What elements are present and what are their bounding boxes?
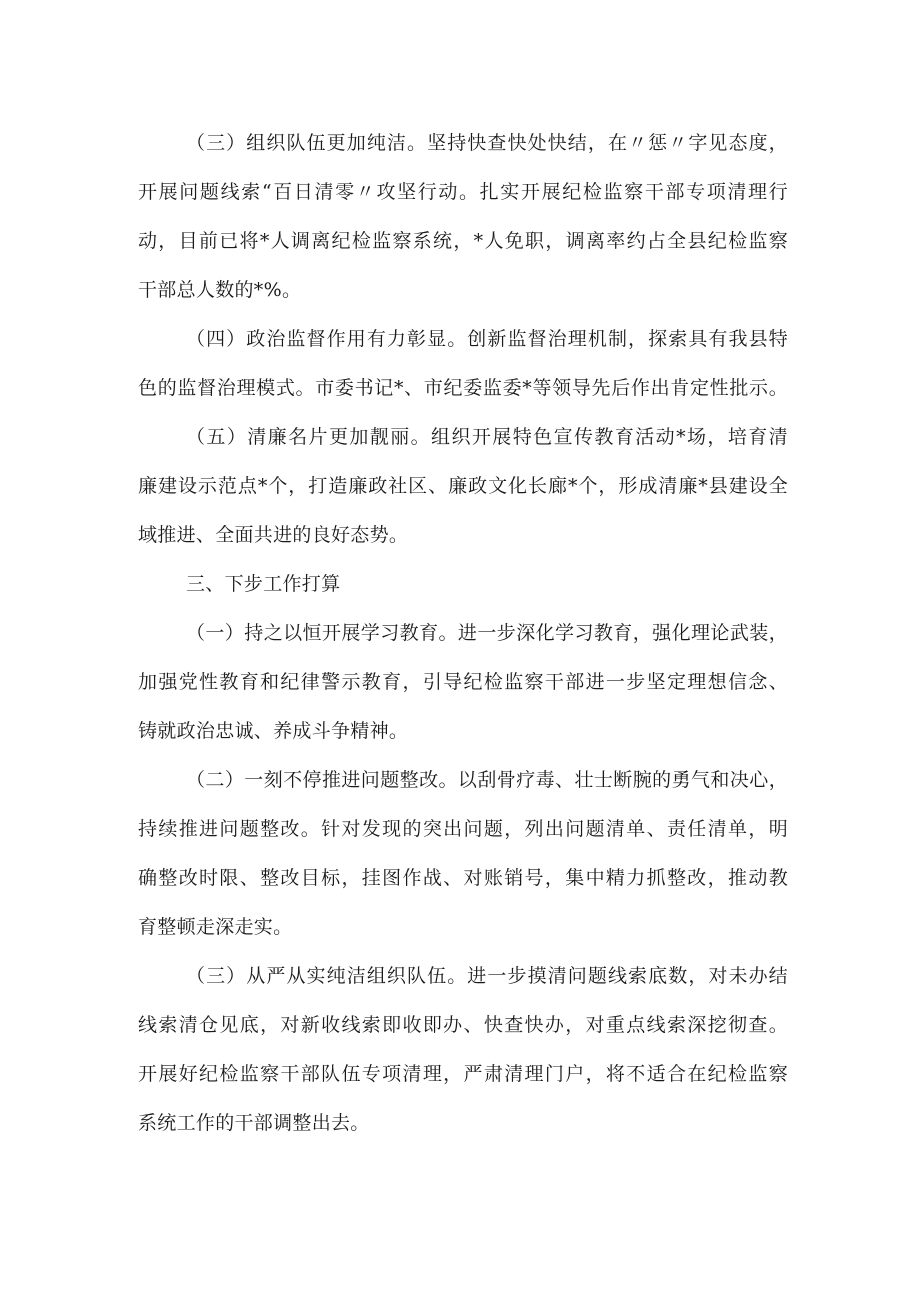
paragraph-line: （三）组织队伍更加纯洁。坚持快查快处快结，在〃惩〃字见态度， <box>186 132 788 154</box>
paragraph-line: 色的监督治理模式。市委书记*、市纪委监委*等领导先后作出肯定性批示。 <box>138 377 788 399</box>
paragraph-line: 加强党性教育和纪律警示教育，引导纪检监察干部进一步坚定理想信念、 <box>138 671 788 693</box>
paragraph-line: （一）持之以恒开展学习教育。进一步深化学习教育，强化理论武装， <box>186 622 788 644</box>
paragraph-line: （二）一刻不停推进问题整改。以刮骨疗毒、壮士断腕的勇气和决心， <box>186 769 788 791</box>
paragraph-line: 动，目前已将*人调离纪检监察系统，*人免职，调离率约占全县纪检监察 <box>138 230 788 252</box>
paragraph-line: （五）清廉名片更加靓丽。组织开展特色宣传教育活动*场，培育清 <box>186 426 788 448</box>
paragraph-line: （四）政治监督作用有力彰显。创新监督治理机制，探索具有我县特 <box>186 328 788 350</box>
paragraph-line: 域推进、全面共进的良好态势。 <box>138 524 409 546</box>
paragraph-line: 廉建设示范点*个，打造廉政社区、廉政文化长廊*个，形成清廉*县建设全 <box>138 475 788 497</box>
paragraph-line: 开展好纪检监察干部队伍专项清理，严肃清理门户，将不适合在纪检监察 <box>138 1063 788 1085</box>
paragraph-line: 干部总人数的*%。 <box>138 279 302 301</box>
section-heading: 三、下步工作打算 <box>186 573 341 595</box>
paragraph-line: 持续推进问题整改。针对发现的突出问题，列出问题清单、责任清单，明 <box>138 818 788 840</box>
paragraph-line: 确整改时限、整改目标，挂图作战、对账销号，集中精力抓整改，推动教 <box>138 867 788 889</box>
paragraph-line: 铸就政治忠诚、养成斗争精神。 <box>138 720 409 742</box>
paragraph-line: （三）从严从实纯洁组织队伍。进一步摸清问题线索底数，对未办结 <box>186 965 788 987</box>
paragraph-line: 线索清仓见底，对新收线索即收即办、快查快办，对重点线索深挖彻查。 <box>138 1014 788 1036</box>
paragraph-line: 开展问题线索“百日清零〃攻坚行动。扎实开展纪检监察干部专项清理行 <box>138 181 788 203</box>
paragraph-line: 系统工作的干部调整出去。 <box>138 1112 370 1134</box>
paragraph-line: 育整顿走深走实。 <box>138 916 293 938</box>
